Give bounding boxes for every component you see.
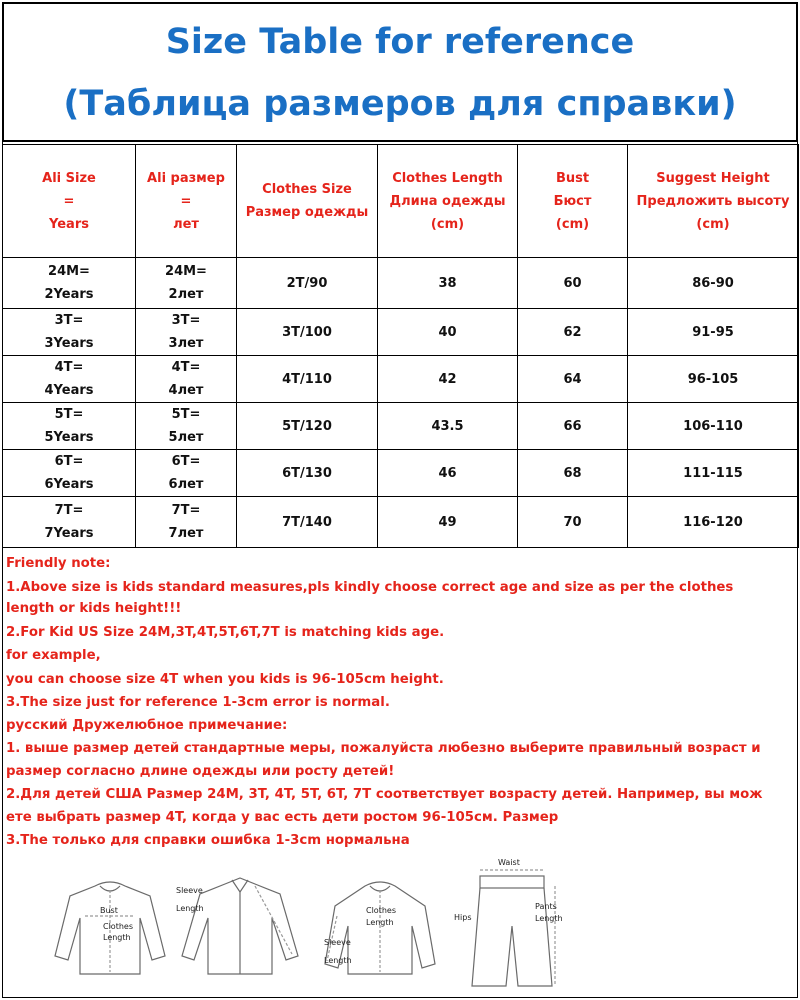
header-bust: Bust Бюст (cm) [518,145,628,258]
table-row [3,356,799,403]
table-row [3,497,799,548]
cell-height: 96-105 [628,356,799,403]
cell-bust: 70 [518,497,628,548]
note-line: ете выбрать размер 4T, когда у вас есть дети ростом 96-105см. Размер [6,810,559,825]
cell-height: 111-115 [628,450,799,497]
cell-height: 106-110 [628,403,799,450]
note-line: 3.The size just for reference 1-3cm error is normal. [6,695,390,710]
label-pants-length: Length [535,914,563,923]
cell-ali-ru: 6T= 6лет [136,450,237,497]
note-line: for example, [6,648,101,663]
header-ali-size: Ali Size = Years [3,145,136,258]
note-line: 3.The только для справки ошибка 1-3cm нормальна [6,833,410,848]
note-line: 1. выше размер детей стандартные меры, пожалуйста любезно выберите правильный возраст и [6,741,761,756]
cell-clothes-size: 2T/90 [237,258,378,309]
label-sleeve-length: Length [176,904,204,913]
size-table [2,144,799,548]
header-clothes-size: Clothes Size Размер одежды [237,145,378,258]
cell-bust: 60 [518,258,628,309]
note-line: 1.Above size is kids standard measures,pls kindly choose correct age and size as per the clothes [6,580,734,595]
note-line: Friendly note: [6,556,111,571]
cell-ali-size: 7T= 7Years [3,497,136,548]
label-pants: Pants [535,902,557,911]
cell-height: 116-120 [628,497,799,548]
label-clothes-length: Length [366,918,394,927]
table-row [3,403,799,450]
cell-clothes-size: 7T/140 [237,497,378,548]
note-line: length or kids height!!! [6,601,182,616]
title-english: Size Table for reference [165,22,635,62]
title-box [2,2,798,142]
cell-length: 46 [378,450,518,497]
cell-clothes-size: 4T/110 [237,356,378,403]
cell-length: 42 [378,356,518,403]
label-hips: Hips [454,913,472,922]
cell-ali-ru: 5T= 5лет [136,403,237,450]
label-sleeve: Sleeve [176,886,203,895]
header-suggest-height: Suggest Height Предложить высоту (cm) [628,145,799,258]
cell-length: 43.5 [378,403,518,450]
cell-ali-ru: 4T= 4лет [136,356,237,403]
label-sleeve: Sleeve [324,938,351,947]
table-row [3,258,799,309]
cell-clothes-size: 3T/100 [237,309,378,356]
cell-ali-ru: 3T= 3лет [136,309,237,356]
note-line: 2.Для детей США Размер 24M, 3T, 4T, 5T, 6T, 7T соответствует возрасту детей. Например, вы мож [6,787,763,802]
header-ali-ru: Ali размер = лет [136,145,237,258]
label-clothes: Clothes [366,906,396,915]
note-line: you can choose size 4T when you kids is 96-105cm height. [6,672,444,687]
cell-ali-size: 3T= 3Years [3,309,136,356]
pants-sketch [472,876,552,986]
cell-bust: 64 [518,356,628,403]
cell-length: 40 [378,309,518,356]
measurement-diagram [40,856,610,996]
cell-height: 86-90 [628,258,799,309]
label-waist: Waist [498,858,520,867]
table-row [3,450,799,497]
cell-ali-size: 5T= 5Years [3,403,136,450]
label-bust: Bust [100,906,118,915]
title-russian: (Таблица размеров для справки) [63,84,737,124]
cell-bust: 68 [518,450,628,497]
cell-clothes-size: 5T/120 [237,403,378,450]
cell-height: 91-95 [628,309,799,356]
cell-bust: 62 [518,309,628,356]
cell-clothes-size: 6T/130 [237,450,378,497]
label-clothes: Clothes [103,922,133,931]
note-line: 2.For Kid US Size 24M,3T,4T,5T,6T,7T is matching kids age. [6,625,445,640]
cell-ali-ru: 7T= 7лет [136,497,237,548]
cell-length: 38 [378,258,518,309]
cell-ali-size: 4T= 4Years [3,356,136,403]
cell-bust: 66 [518,403,628,450]
cell-ali-size: 6T= 6Years [3,450,136,497]
header-row [3,145,799,258]
table-row [3,309,799,356]
cell-ali-size: 24M= 2Years [3,258,136,309]
note-line: размер согласно длине одежды или росту детей! [6,764,395,779]
header-clothes-length: Clothes Length Длина одежды (cm) [378,145,518,258]
note-line: русский Дружелюбное примечание: [6,718,288,733]
label-clothes-length: Length [103,933,131,942]
cell-ali-ru: 24M= 2лет [136,258,237,309]
label-sleeve-length: Length [324,956,352,965]
cell-length: 49 [378,497,518,548]
